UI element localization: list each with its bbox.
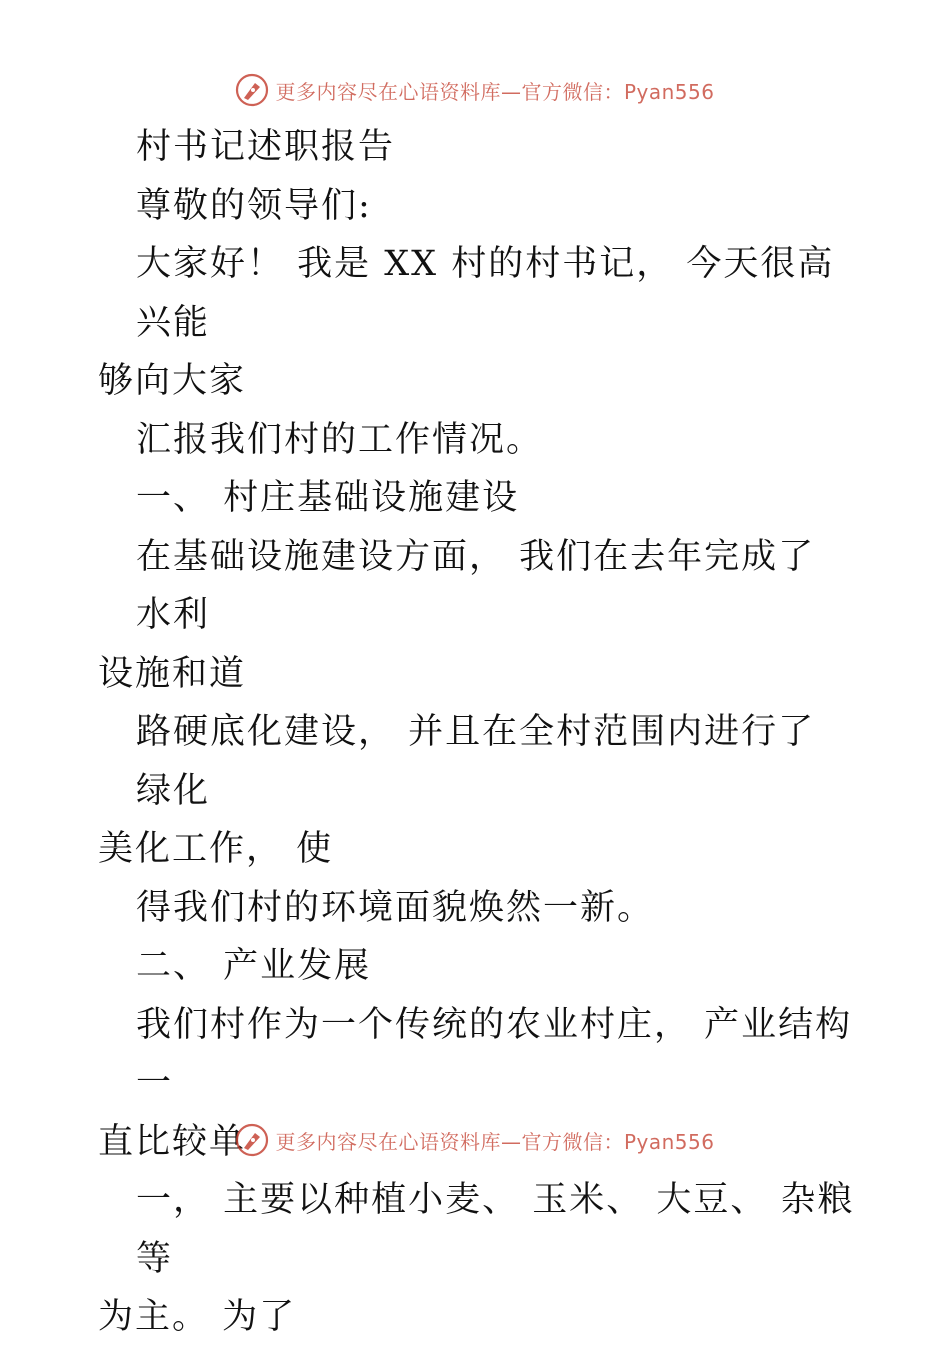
text-line: 够向大家: [98, 361, 247, 401]
text-line: 路硬底化建设， 并且在全村范围内进行了 绿化: [136, 712, 829, 811]
text-line: 直比较单: [98, 1121, 247, 1162]
document-body: [98, 118, 858, 1347]
text-line: 大家好！ 我是 XX 村的村书记， 今天很高兴能: [136, 244, 835, 343]
text-line: 我们村作为一个传统的农业村庄， 产业结构一: [136, 1004, 853, 1103]
text-line: 得我们村的环境面貌焕然一新。: [136, 887, 655, 928]
pen-nib-logo-icon: [235, 1123, 269, 1157]
text-line: 汇报我们村的工作情况。: [136, 419, 544, 460]
section-heading-1: 一、 村庄基础设施建设: [136, 478, 520, 518]
pen-nib-logo-icon: [235, 73, 269, 107]
text-line: 设施和道: [98, 653, 247, 694]
document-title: 村书记述职报告: [136, 127, 396, 167]
watermark-text: 更多内容尽在心语资料库—官方微信：Pyan556: [275, 79, 715, 104]
text-line: 为主。 为了: [98, 1297, 297, 1337]
footer-watermark: [0, 1120, 950, 1160]
watermark-text: 更多内容尽在心语资料库—官方微信：Pyan556: [275, 1129, 715, 1154]
section-heading-2: 二、 产业发展: [136, 946, 372, 986]
text-line: 美化工作， 使: [98, 829, 334, 869]
salutation: 尊敬的领导们:: [136, 185, 372, 226]
text-line: 一， 主要以种植小麦、 玉米、 大豆、 杂粮等: [136, 1180, 855, 1279]
text-line: 在基础设施建设方面， 我们在去年完成了 水利: [136, 536, 829, 635]
header-watermark: [0, 70, 950, 110]
